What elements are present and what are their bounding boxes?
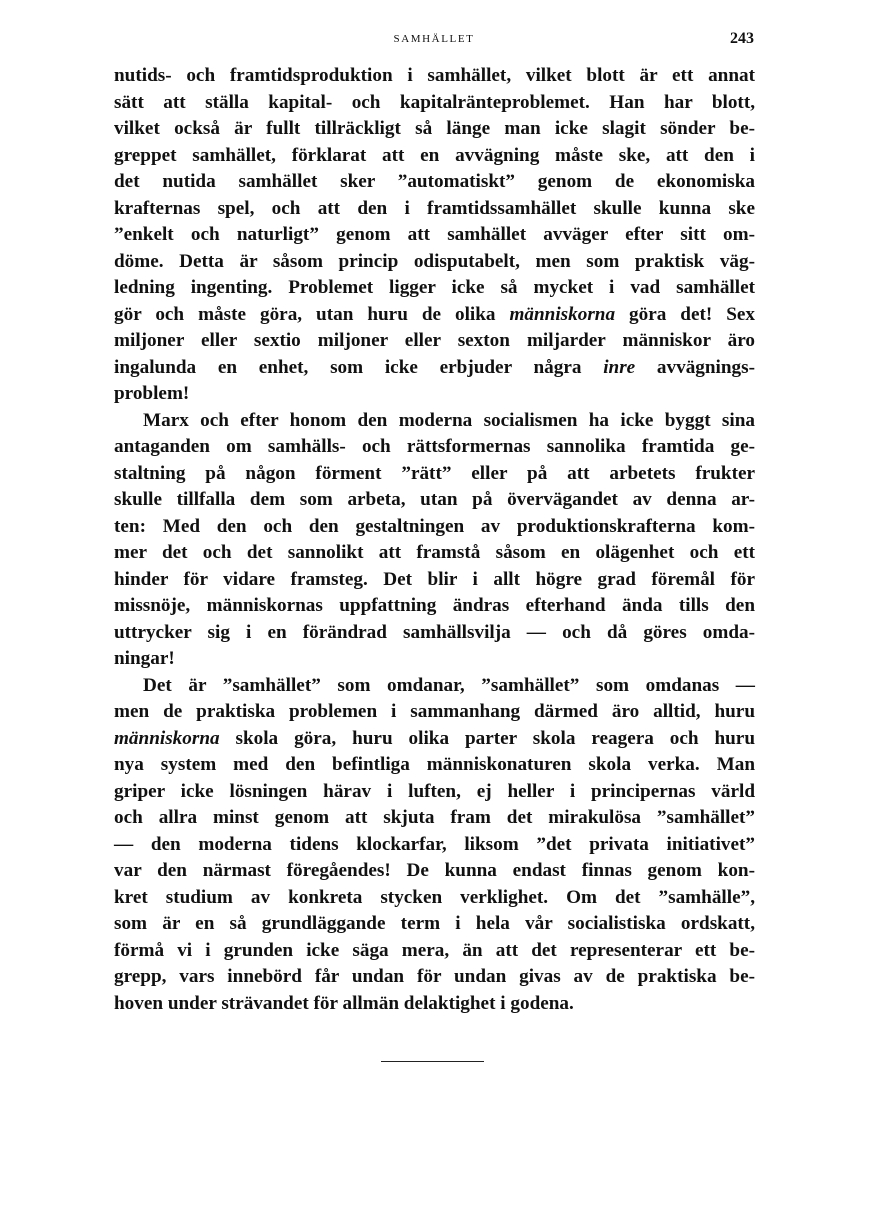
text-line: greppet samhället, förklarat att en avvägning måste ske, att den i [114,144,755,166]
text-line: kret studium av konkreta stycken verklighet. Om det ”samhälle”, [114,886,755,908]
text-line: döme. Detta är såsom princip odisputabelt, men som praktisk väg- [114,250,755,272]
text-segment: skola göra, huru olika parter skola reagera och huru [219,727,755,749]
text-line: antaganden om samhälls- och rättsformernas sannolika framtida ge- [114,436,755,457]
text-line: Marx och efter honom den moderna socialismen ha icke byggt sina [143,409,755,431]
body-text [114,63,755,1017]
text-line: krafternas spel, och att den i framtidssamhället skulle kunna ske [114,197,755,219]
text-line: ledning ingenting. Problemet ligger icke så mycket i vad samhället [114,277,755,298]
text-line: Det är ”samhället” som omdanar, ”samhället” som omdanas — [143,674,755,696]
text-line: hoven under strävandet för allmän delaktighet i godena. [114,992,574,1014]
text-line: vilket också är fullt tillräckligt så länge man icke slagit sönder be- [114,118,755,139]
text-segment: göra det! Sex [615,303,756,325]
text-line: hinder för vidare framsteg. Det blir i allt högre grad föremål för [114,568,755,590]
text-line: nya system med den befintliga människonaturen skola verka. Man [114,754,755,775]
text-line [114,355,755,382]
text-line: grepp, vars innebörd får undan för undan givas av de praktiska be- [114,966,755,987]
emphasis-text: inre [603,356,636,378]
text-line [114,302,755,329]
text-line: problem! [114,383,190,404]
text-segment: gör och måste göra, utan huru de olika [114,303,510,325]
text-line: missnöje, människornas uppfattning ändras efterhand ända tills den [114,595,755,616]
page-number: 243 [730,30,754,47]
running-header [114,30,754,50]
text-line: nutids- och framtidsproduktion i samhället, vilket blott är ett annat [114,65,755,86]
text-line: staltning på någon förment ”rätt” eller på att arbetets frukter [114,462,755,484]
text-line: sätt att ställa kapital- och kapitalränteproblemet. Han har blott, [114,91,755,113]
text-line: uttrycker sig i en förändrad samhällsvilja — och då göres omda- [114,621,755,643]
text-segment: ingalunda en enhet, som icke erbjuder några [114,356,604,378]
text-line: ningar! [114,648,175,669]
text-line: och allra minst genom att skjuta fram det mirakulösa ”samhället” [114,807,755,828]
text-line: griper icke lösningen härav i luften, ej heller i principernas värld [114,780,755,802]
text-line: — den moderna tidens klockarfar, liksom ”det privata initiativet” [114,833,755,855]
emphasis-text: människorna [114,727,220,749]
text-line: ”enkelt och naturligt” genom att samhället avväger efter sitt om- [114,224,755,245]
section-end-rule [381,1061,484,1062]
emphasis-text: människorna [509,303,616,325]
text-line: mer det och det sannolikt att framstå såsom en olägenhet och ett [114,542,755,563]
text-line: miljoner eller sextio miljoner eller sexton miljarder människor äro [114,330,755,351]
text-line [114,726,755,753]
text-line: skulle tillfalla dem som arbeta, utan på övervägandet av denna ar- [114,489,755,510]
text-line: var den närmast föregåendes! De kunna endast finnas genom kon- [114,860,755,881]
text-line: det nutida samhället sker ”automatiskt” genom de ekonomiska [114,171,755,192]
text-line: förmå vi i grunden icke säga mera, än att det representerar ett be- [114,939,755,961]
text-segment: avvägnings- [635,356,756,378]
text-line: ten: Med den och den gestaltningen av produktionskrafterna kom- [114,515,755,537]
text-line: som är en så grundläggande term i hela vår socialistiska ordskatt, [114,913,755,934]
text-line: men de praktiska problemen i sammanhang därmed äro alltid, huru [114,701,755,722]
running-title: SAMHÄLLET [393,33,475,45]
